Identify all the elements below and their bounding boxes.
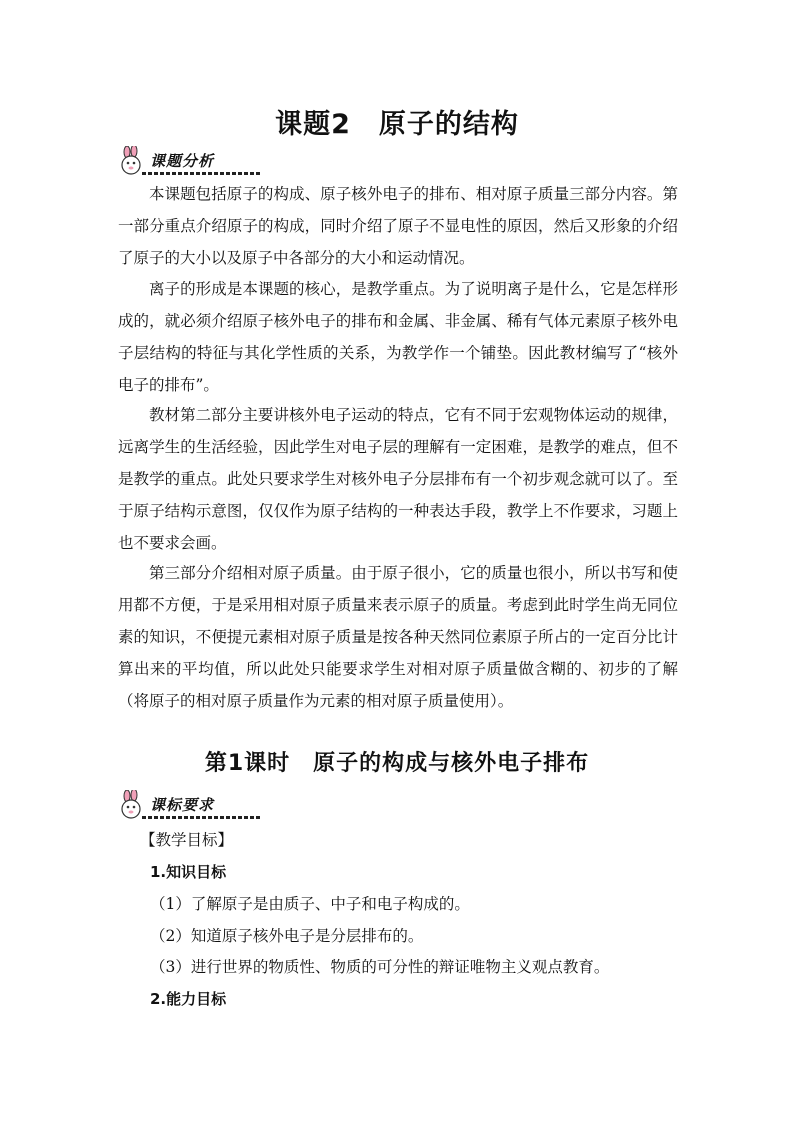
knowledge-goal-item: （2）知道原子核外电子是分层排布的。 <box>150 927 424 945</box>
analysis-paragraph-3: 教材第二部分主要讲核外电子运动的特点，它有不同于宏观物体运动的规律，远离学生的生活经验，因此学生对电子层的理解有一定困难，是教学的难点，但不是教学的重点。此处只要求学生对核外电子分层排布有一个初步观念就可以了。至于原子结构示意图，仅仅作为原子结构的一种表达手段，教学上不作要求，习题上也不要求会画。 <box>118 406 678 552</box>
analysis-paragraph-4: 第三部分介绍相对原子质量。由于原子很小，它的质量也很小，所以书写和使用都不方便，于是采用相对原子质量来表示原子的质量。考虑到此时学生尚无同位素的知识，不便提元素相对原子质量是按各种天然同位素原子所占的一定百分比计算出来的平均值，所以此处只能要求学生对相对原子质量做含糊的、初步的了解（将原子的相对原子质量作为元素的相对原子质量使用）。 <box>118 564 678 710</box>
analysis-paragraph-1: 本课题包括原子的构成、原子核外电子的排布、相对原子质量三部分内容。第一部分重点介绍原子的构成，同时介绍了原子不显电性的原因，然后又形象的介绍了原子的大小以及原子中各部分的大小和运动情况。 <box>118 185 678 267</box>
teaching-goal-heading: 【教学目标】 <box>140 831 234 849</box>
page-title: 课题2 原子的结构 <box>275 109 519 140</box>
badge-underline <box>142 816 260 819</box>
knowledge-goal-item: （3）进行世界的物质性、物质的可分性的辩证唯物主义观点教育。 <box>150 958 610 976</box>
analysis-paragraph-2: 离子的形成是本课题的核心，是教学重点。为了说明离子是什么，它是怎样形成的，就必须介绍原子核外电子的排布和金属、非金属、稀有气体元素原子核外电子层结构的特征与其化学性质的关系，为教学作一个铺垫。因此教材编写了“核外电子的排布”。 <box>118 280 678 394</box>
badge-label: 课标要求 <box>150 796 215 814</box>
section-badge-requirements <box>118 790 258 820</box>
knowledge-goal-item: （1）了解原子是由质子、中子和电子构成的。 <box>150 895 470 913</box>
badge-label: 课题分析 <box>150 152 215 170</box>
section-badge-analysis <box>118 146 258 176</box>
lesson-subtitle: 第1课时 原子的构成与核外电子排布 <box>204 751 590 776</box>
knowledge-goal-heading: 1.知识目标 <box>150 863 227 881</box>
ability-goal-heading: 2.能力目标 <box>150 990 227 1008</box>
badge-underline <box>142 172 260 175</box>
